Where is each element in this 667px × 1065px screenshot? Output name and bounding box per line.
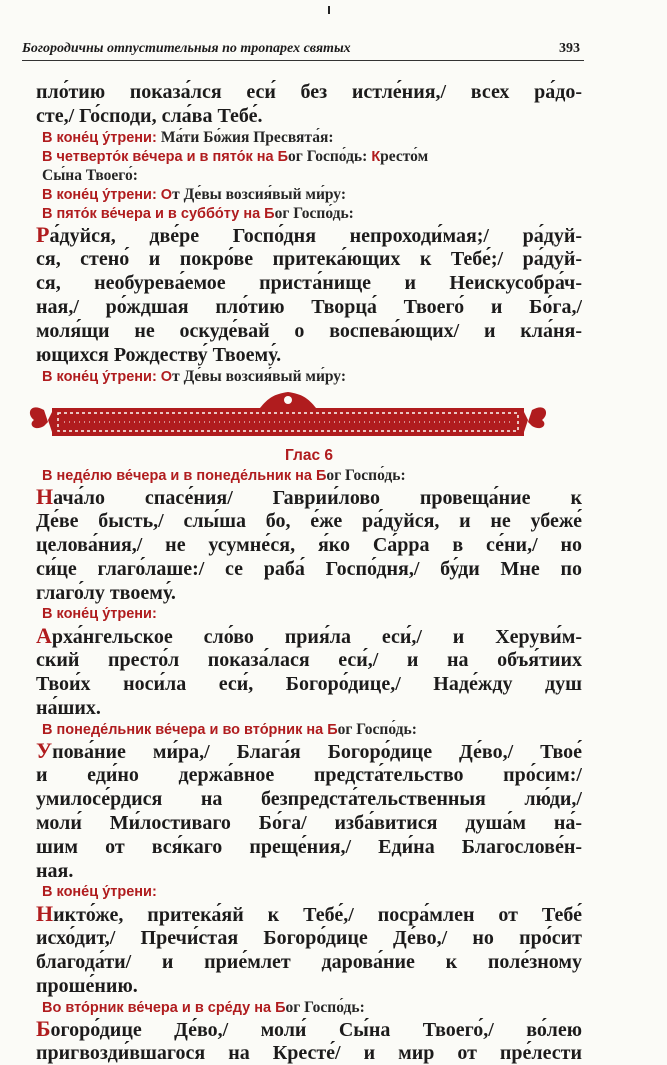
rubric — [36, 128, 582, 147]
text-line: исхо́дит,/ Пречи́стая Богоро́дице Де́во,/ но про́сит — [36, 927, 582, 949]
rubric-red: В коне́ц у́трени: — [42, 606, 157, 622]
rubric — [36, 466, 582, 485]
text-line: си́це глаго́лаше:/ се раба́ Госпо́дня,/ бу́ди Мне по — [36, 558, 582, 580]
ornament-graphic — [24, 392, 552, 444]
text-line: ющихся Рождеству́ Твоему́. — [36, 344, 282, 366]
initial-letter: А — [36, 624, 52, 648]
text-line: пригвозди́вшагося на Кресте́/ и мир от пре́лести — [36, 1042, 582, 1064]
rubric — [36, 883, 582, 902]
text-line: Твои́х носи́ла еси́, Богоро́дице,/ Наде́жду душ — [36, 673, 582, 695]
text-line: глаго́лу твоему́. — [36, 582, 176, 604]
rubric-plain: ресто́м — [380, 148, 429, 165]
text-line — [36, 485, 582, 509]
text-line: ся, необурева́емое приста́нище и Неискусобра́ч- — [36, 272, 582, 294]
text-line: моли́ Ми́лостиваго Бо́га/ изба́витися душа́м на́- — [36, 812, 582, 834]
initial-letter: У — [36, 739, 53, 763]
rubric — [36, 204, 582, 223]
rubric-red: В четверто́к ве́чера и в пято́к на Б — [42, 149, 289, 165]
rubric-plain: Ма́ти Бо́жия Пресвята́я: — [160, 129, 334, 146]
text-line: Де́ве бысть,/ слы́ша бо, е́же ра́дуйся, и не убеже́ — [36, 510, 582, 532]
rubric-red: Во вто́рник ве́чера и в сре́ду на Б — [42, 1000, 286, 1016]
rubric-red: В понеде́льник ве́чера и во вто́рник на Б — [42, 722, 338, 738]
top-print-mark — [328, 6, 330, 14]
rubric-red: В коне́ц у́трени: О — [42, 187, 173, 203]
ornamental-divider — [36, 386, 582, 446]
rubric-continuation — [36, 166, 582, 185]
rubric-plain: ог Госпо́дь: — [288, 148, 368, 165]
text-line: ная. — [36, 860, 74, 882]
page-number: 393 — [559, 41, 580, 56]
text-line: шим от вся́каго преще́ния,/ Еди́на Благослове́н- — [36, 836, 582, 858]
running-header — [22, 38, 584, 61]
rubric — [36, 367, 582, 386]
text-line — [36, 1017, 582, 1041]
text-line: ная,/ ро́ждшая пло́тию Творца́ Твоего́ и Бо́га,/ — [36, 296, 582, 318]
text-line: и еди́но держа́вное предста́тельство про́сим:/ — [36, 764, 582, 786]
text-line — [36, 624, 582, 648]
rubric — [36, 185, 582, 204]
rubric-plain: ог Госпо́дь: — [337, 721, 417, 738]
rubric-red: В коне́ц у́трени: — [42, 130, 157, 146]
text-line-rest: пова́ние ми́ра,/ Блага́я Богоро́дице Де́во,/ Твое́ — [52, 741, 582, 763]
text-line: сте,/ Го́споди, сла́ва Тебе́. — [36, 105, 263, 127]
rubric-red: В коне́ц у́трени: — [42, 884, 157, 900]
rubric-plain: т Де́вы возсия́вый ми́ру: — [172, 186, 346, 203]
rubric-plain: ог Госпо́дь: — [274, 205, 354, 222]
text-line-rest: икто́же, притека́яй к Тебе́,/ посра́млен от Тебе́ — [53, 904, 582, 926]
rubric-red: В коне́ц у́трени: О — [42, 369, 173, 385]
initial-letter: Н — [36, 902, 54, 926]
text-line: проше́нию. — [36, 975, 138, 997]
rubric-red: К — [371, 149, 381, 165]
rubric-plain: ог Госпо́дь: — [326, 467, 406, 484]
text-line: умилосе́рдися на безпредста́тельственныя лю́ди,/ — [36, 788, 582, 810]
text-line: благода́ти/ и прие́млет дарова́ние к поле́зному — [36, 951, 582, 973]
rubric-plain: Сы́на Твоего́: — [42, 167, 138, 184]
text-line-rest: рха́нгельское сло́во прия́ла еси́,/ и Херуви́м- — [51, 626, 582, 648]
rubric — [36, 998, 582, 1017]
initial-letter: Б — [36, 1017, 51, 1041]
text-line: ский престо́л показа́лася еси́,/ и на объя́тиих — [36, 649, 582, 671]
text-line-rest: ача́ло спасе́ния/ Гаврии́лово провеща́ние к — [53, 487, 582, 509]
text-line — [36, 223, 582, 247]
rubric — [36, 605, 582, 624]
rubric — [36, 147, 582, 166]
rubric-red: В пято́к ве́чера и в суббо́ту на Б — [42, 206, 275, 222]
initial-letter: Н — [36, 485, 54, 509]
text-line: моля́щи не оскуде́вай о воспева́ющих/ и кла́ня- — [36, 320, 582, 342]
initial-letter: Р — [36, 223, 50, 247]
text-line-rest: а́дуйся, две́ре Госпо́дня непроходи́мая;/ ра́дуй- — [49, 225, 582, 247]
running-title: Богородичны отпустительныя по тропарех святых — [22, 41, 351, 56]
text-line: пло́тию показа́лся еси́ без истле́ния,/ всех ра́до- — [36, 81, 582, 103]
text-line-rest: огоро́дице Де́во,/ моли́ Сы́на Твоего́,/ во́лею — [50, 1019, 582, 1041]
text-line: ся, стено́ и покро́ве притека́ющих к Тебе́;/ ра́дуй- — [36, 248, 582, 270]
tone-heading: Глас 6 — [284, 447, 334, 464]
text-line — [36, 902, 582, 926]
rubric — [36, 720, 582, 739]
rubric-plain: ог Госпо́дь: — [285, 999, 365, 1016]
rubric-plain: т Де́вы возсия́вый ми́ру: — [172, 368, 346, 385]
text-line: целова́ния,/ не усумне́ся, я́ко Са́рра в се́ни,/ но — [36, 534, 582, 556]
page-body — [36, 80, 582, 1065]
text-line — [36, 739, 582, 763]
text-line: на́ших. — [36, 697, 101, 719]
rubric-red: В неде́лю ве́чера и в понеде́льник на Б — [42, 468, 327, 484]
